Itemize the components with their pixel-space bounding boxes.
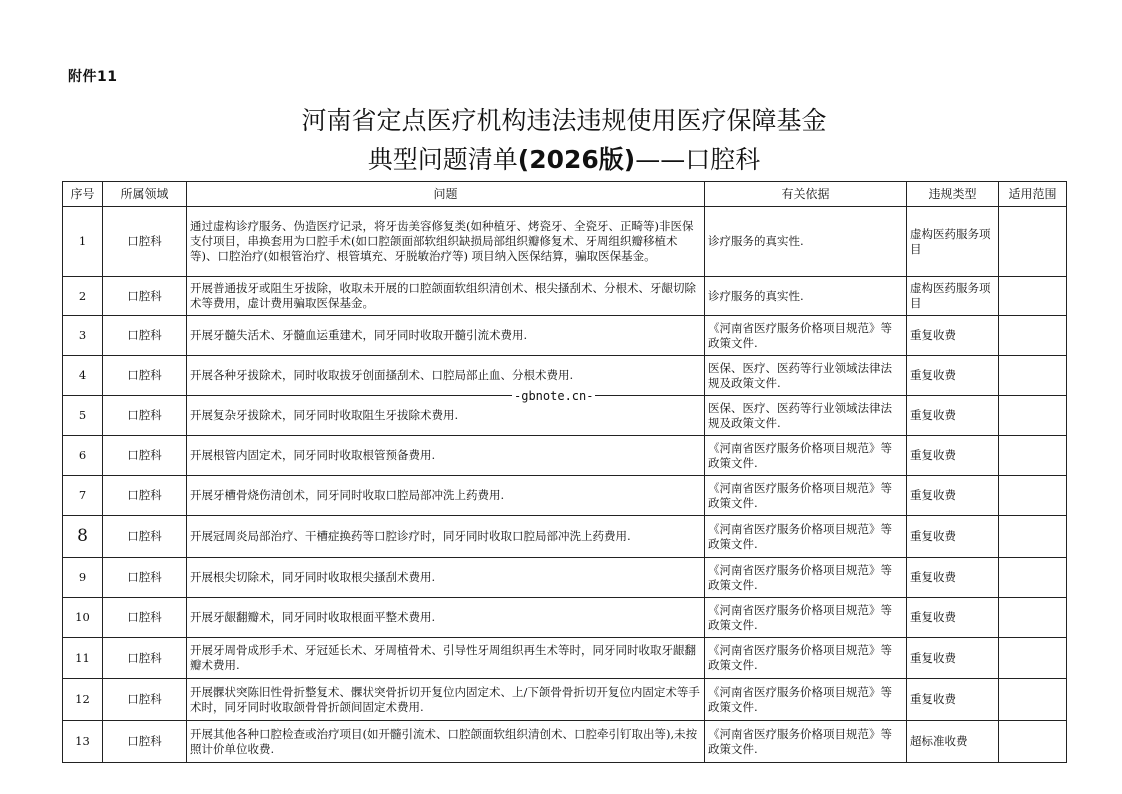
- row-scope: [999, 721, 1067, 763]
- row-issue: 开展髁状突陈旧性骨折整复术、髁状突骨折切开复位内固定术、上/下颌骨骨折切开复位内固定术等手术时，同牙同时收取颌骨骨折颌间固定术费用.: [187, 679, 705, 721]
- table-row: [63, 638, 1067, 679]
- title-line2-year: (2026版): [517, 145, 636, 174]
- row-no: 7: [63, 476, 103, 516]
- row-scope: [999, 436, 1067, 476]
- table-header-row: [63, 182, 1067, 207]
- row-issue: 开展根管内固定术，同牙同时收取根管预备费用.: [187, 436, 705, 476]
- row-issue: 开展牙槽骨烧伤清创术，同牙同时收取口腔局部冲洗上药费用.: [187, 476, 705, 516]
- row-no: 13: [63, 721, 103, 763]
- row-scope: [999, 207, 1067, 277]
- row-basis: 《河南省医疗服务价格项目规范》等政策文件.: [705, 598, 907, 638]
- row-basis: 《河南省医疗服务价格项目规范》等政策文件.: [705, 516, 907, 558]
- row-type: 重复收费: [907, 598, 999, 638]
- table-row: [63, 516, 1067, 558]
- row-scope: [999, 558, 1067, 598]
- table-row: [63, 558, 1067, 598]
- row-type: 重复收费: [907, 516, 999, 558]
- row-basis: 《河南省医疗服务价格项目规范》等政策文件.: [705, 558, 907, 598]
- table-row: [63, 598, 1067, 638]
- row-scope: [999, 598, 1067, 638]
- row-issue: 开展牙周骨成形手术、牙冠延长术、牙周植骨术、引导性牙周组织再生术等时，同牙同时收取牙龈翻瓣术费用.: [187, 638, 705, 679]
- row-basis: 《河南省医疗服务价格项目规范》等政策文件.: [705, 476, 907, 516]
- table-row: [63, 316, 1067, 356]
- header-issue: 问题: [187, 182, 705, 207]
- row-type: 重复收费: [907, 436, 999, 476]
- row-issue: 开展其他各种口腔检查或治疗项目(如开髓引流术、口腔颌面软组织清创术、口腔牵引钉取出等),未按照计价单位收费.: [187, 721, 705, 763]
- row-no: 12: [63, 679, 103, 721]
- row-no: 6: [63, 436, 103, 476]
- row-field: 口腔科: [103, 721, 187, 763]
- issue-table: [62, 181, 1067, 763]
- header-no: 序号: [63, 182, 103, 207]
- row-no: 3: [63, 316, 103, 356]
- row-issue: 通过虚构诊疗服务、伪造医疗记录，将牙齿美容修复类(如种植牙、烤瓷牙、全瓷牙、正畸等)非医保支付项目，串换套用为口腔手术(如口腔颌面部软组织缺损局部组织瓣修复术、牙周组织瓣移植术等)、口腔治疗(如根管治疗、根管填充、牙脱敏治疗等) 项目纳入医保结算，骗取医保基金。: [187, 207, 705, 277]
- row-basis: 《河南省医疗服务价格项目规范》等政策文件.: [705, 721, 907, 763]
- table-row: [63, 679, 1067, 721]
- row-field: 口腔科: [103, 316, 187, 356]
- row-field: 口腔科: [103, 207, 187, 277]
- table-row: [63, 721, 1067, 763]
- row-no: 5: [63, 396, 103, 436]
- title-line2-post: ——口腔科: [635, 145, 761, 174]
- row-no: 4: [63, 356, 103, 396]
- row-type: 重复收费: [907, 396, 999, 436]
- row-no: 10: [63, 598, 103, 638]
- header-scope: 适用范围: [999, 182, 1067, 207]
- row-field: 口腔科: [103, 558, 187, 598]
- row-issue: 开展冠周炎局部治疗、干槽症换药等口腔诊疗时，同牙同时收取口腔局部冲洗上药费用.: [187, 516, 705, 558]
- watermark-text: -gbnote.cn-: [514, 389, 594, 403]
- row-field: 口腔科: [103, 356, 187, 396]
- row-no: 2: [63, 277, 103, 316]
- row-basis: 《河南省医疗服务价格项目规范》等政策文件.: [705, 638, 907, 679]
- row-no: 9: [63, 558, 103, 598]
- row-issue: 开展牙髓失活术、牙髓血运重建术，同牙同时收取开髓引流术费用.: [187, 316, 705, 356]
- row-field: 口腔科: [103, 436, 187, 476]
- row-issue: 开展复杂牙拔除术，同牙同时收取阻生牙拔除术费用.: [187, 396, 705, 436]
- row-type: 重复收费: [907, 316, 999, 356]
- row-no: 8: [63, 516, 103, 558]
- row-scope: [999, 356, 1067, 396]
- row-issue: 开展各种牙拔除术，同时收取拔牙创面搔刮术、口腔局部止血、分根术费用.: [187, 356, 705, 396]
- row-scope: [999, 396, 1067, 436]
- table-row: [63, 476, 1067, 516]
- row-field: 口腔科: [103, 277, 187, 316]
- row-scope: [999, 476, 1067, 516]
- row-basis: 《河南省医疗服务价格项目规范》等政策文件.: [705, 316, 907, 356]
- row-scope: [999, 638, 1067, 679]
- header-field: 所属领域: [103, 182, 187, 207]
- row-type: 虚构医药服务项目: [907, 277, 999, 316]
- row-basis: 医保、医疗、医药等行业领域法律法规及政策文件.: [705, 396, 907, 436]
- row-field: 口腔科: [103, 516, 187, 558]
- row-no: 11: [63, 638, 103, 679]
- attachment-label: 附件11: [68, 69, 118, 85]
- row-type: 虚构医药服务项目: [907, 207, 999, 277]
- row-basis: 诊疗服务的真实性.: [705, 207, 907, 277]
- row-issue: 开展普通拔牙或阻生牙拔除，收取未开展的口腔颌面软组织清创术、根尖搔刮术、分根术、牙龈切除术等费用，虚计费用骗取医保基金。: [187, 277, 705, 316]
- row-basis: 《河南省医疗服务价格项目规范》等政策文件.: [705, 436, 907, 476]
- row-issue: 开展根尖切除术，同牙同时收取根尖搔刮术费用.: [187, 558, 705, 598]
- row-scope: [999, 316, 1067, 356]
- table-row: [63, 207, 1067, 277]
- document-title-line1: 河南省定点医疗机构违法违规使用医疗保障基金: [301, 106, 827, 135]
- row-no: 1: [63, 207, 103, 277]
- row-field: 口腔科: [103, 598, 187, 638]
- table-row: [63, 277, 1067, 316]
- row-field: 口腔科: [103, 476, 187, 516]
- row-basis: 医保、医疗、医药等行业领域法律法规及政策文件.: [705, 356, 907, 396]
- row-field: 口腔科: [103, 679, 187, 721]
- row-type: 重复收费: [907, 476, 999, 516]
- header-type: 违规类型: [907, 182, 999, 207]
- row-scope: [999, 277, 1067, 316]
- table-row: [63, 436, 1067, 476]
- row-basis: 《河南省医疗服务价格项目规范》等政策文件.: [705, 679, 907, 721]
- row-basis: 诊疗服务的真实性.: [705, 277, 907, 316]
- header-basis: 有关依据: [705, 182, 907, 207]
- row-scope: [999, 516, 1067, 558]
- row-type: 重复收费: [907, 638, 999, 679]
- row-scope: [999, 679, 1067, 721]
- row-issue: 开展牙龈翻瓣术，同牙同时收取根面平整术费用.: [187, 598, 705, 638]
- row-type: 重复收费: [907, 679, 999, 721]
- row-type: 重复收费: [907, 558, 999, 598]
- title-line2-pre: 典型问题清单: [367, 145, 518, 174]
- row-field: 口腔科: [103, 396, 187, 436]
- row-type: 超标准收费: [907, 721, 999, 763]
- document-title-line2: [62, 145, 1066, 175]
- row-type: 重复收费: [907, 356, 999, 396]
- row-field: 口腔科: [103, 638, 187, 679]
